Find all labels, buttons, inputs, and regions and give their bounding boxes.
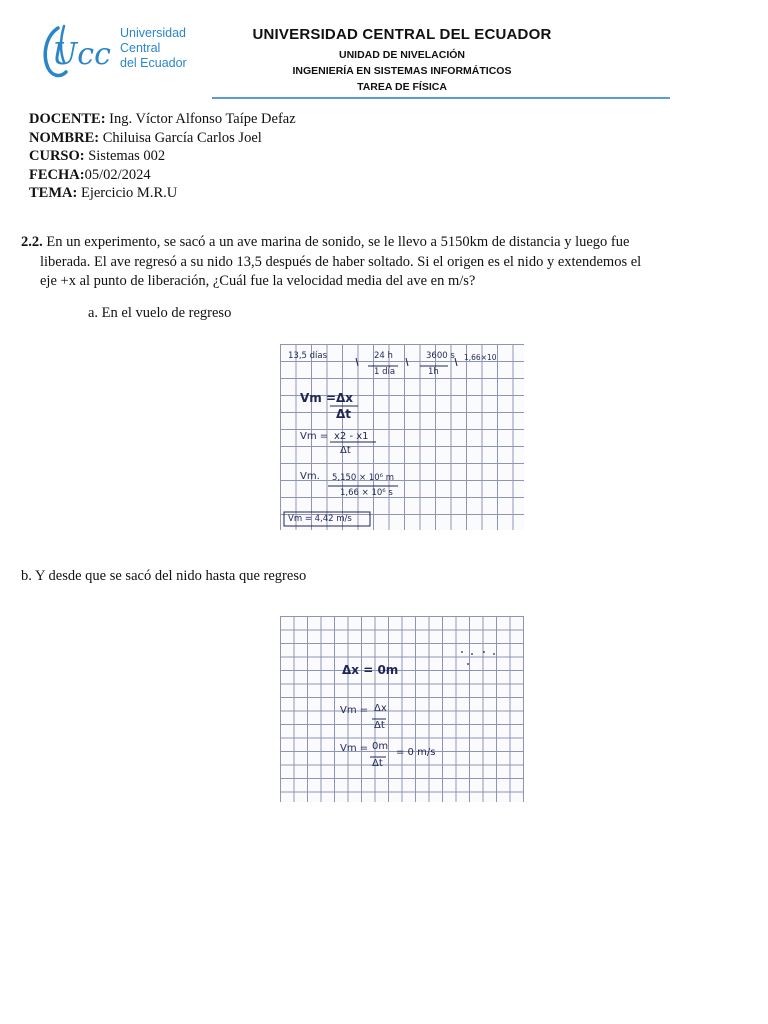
problem-number: 2.2. <box>21 234 43 250</box>
values-numerator: 5,150 × 10⁶ m <box>332 473 395 483</box>
assignment-title: TAREA DE FÍSICA <box>357 81 447 93</box>
conv-per-hour: 1h <box>428 367 439 377</box>
student-info <box>29 110 296 203</box>
definition-lhs: Vm = <box>300 391 337 405</box>
logo-wordmark <box>120 26 187 71</box>
values-b-denominator: Δt <box>372 758 383 769</box>
logo-line-3: del Ecuador <box>120 56 187 70</box>
substitution-lhs: Vm = <box>300 431 329 442</box>
info-nombre: NOMBRE: Chiluisa García Carlos Joel <box>29 129 262 146</box>
problem-line-1: En un experimento, se sacó a un ave marina de sonido, se le llevo a 5150km de distancia y luego fue <box>42 234 630 250</box>
university-logo <box>38 22 188 82</box>
document-header <box>222 26 582 95</box>
conv-per-day: 1 día <box>374 367 396 377</box>
university-title: UNIVERSIDAD CENTRAL DEL ECUADOR <box>252 26 552 43</box>
info-fecha: FECHA:05/02/2024 <box>29 166 151 183</box>
handwritten-solution-b <box>280 616 524 802</box>
final-result-b: = 0 m/s <box>396 747 436 758</box>
info-curso: CURSO: Sistemas 002 <box>29 148 166 164</box>
conv-seconds: 3600 s <box>426 351 455 361</box>
definition-numerator: Δx <box>336 391 354 405</box>
substitution-denominator: Δt <box>340 445 351 456</box>
values-denominator: 1,66 × 10⁶ s <box>340 488 393 498</box>
logo-line-2: Central <box>120 41 161 55</box>
problem-line-2: liberada. El ave regresó a su nido 13,5 después de haber soltado. Si el origen es el nido y extendemos el <box>40 253 642 270</box>
conv-days: 13,5 días <box>288 351 328 361</box>
info-docente: DOCENTE: Ing. Víctor Alfonso Taípe Defaz <box>29 111 296 127</box>
values-b-lhs: Vm = <box>340 743 369 754</box>
values-lhs: Vm. <box>300 471 320 482</box>
conv-hours: 24 h <box>374 351 393 361</box>
definition-b-lhs: Vm = <box>340 705 369 716</box>
definition-denominator: Δt <box>336 407 352 421</box>
problem-line-3: eje +x al punto de liberación, ¿Cuál fue la velocidad media del ave en m/s? <box>40 273 476 289</box>
conv-result: 1,66×10 <box>464 353 497 362</box>
problem-statement <box>21 233 711 292</box>
unit-title: UNIDAD DE NIVELACIÓN <box>338 49 465 61</box>
part-a-label: a. En el vuelo de regreso <box>88 305 232 321</box>
final-result-a: Vm = 4,42 m/s <box>288 514 352 524</box>
values-b-numerator: 0m <box>372 741 389 752</box>
logo-mark-text: Ucc <box>52 37 111 72</box>
part-b-label: b. Y desde que se sacó del nido hasta que regreso <box>21 568 307 584</box>
handwritten-solution-a <box>280 344 524 530</box>
ucc-logo-icon <box>38 22 111 80</box>
handwriting-strokes-b <box>280 616 524 802</box>
definition-b-numerator: Δx <box>374 703 387 714</box>
program-title: INGENIERÍA EN SISTEMAS INFORMÁTICOS <box>292 65 512 77</box>
logo-line-1: Universidad <box>120 26 187 40</box>
substitution-numerator: x2 - x1 <box>334 431 369 442</box>
definition-b-denominator: Δt <box>374 720 385 731</box>
displacement-zero: Δx = 0m <box>342 663 399 677</box>
info-tema: TEMA: Ejercicio M.R.U <box>29 185 178 201</box>
header-divider <box>212 97 670 99</box>
